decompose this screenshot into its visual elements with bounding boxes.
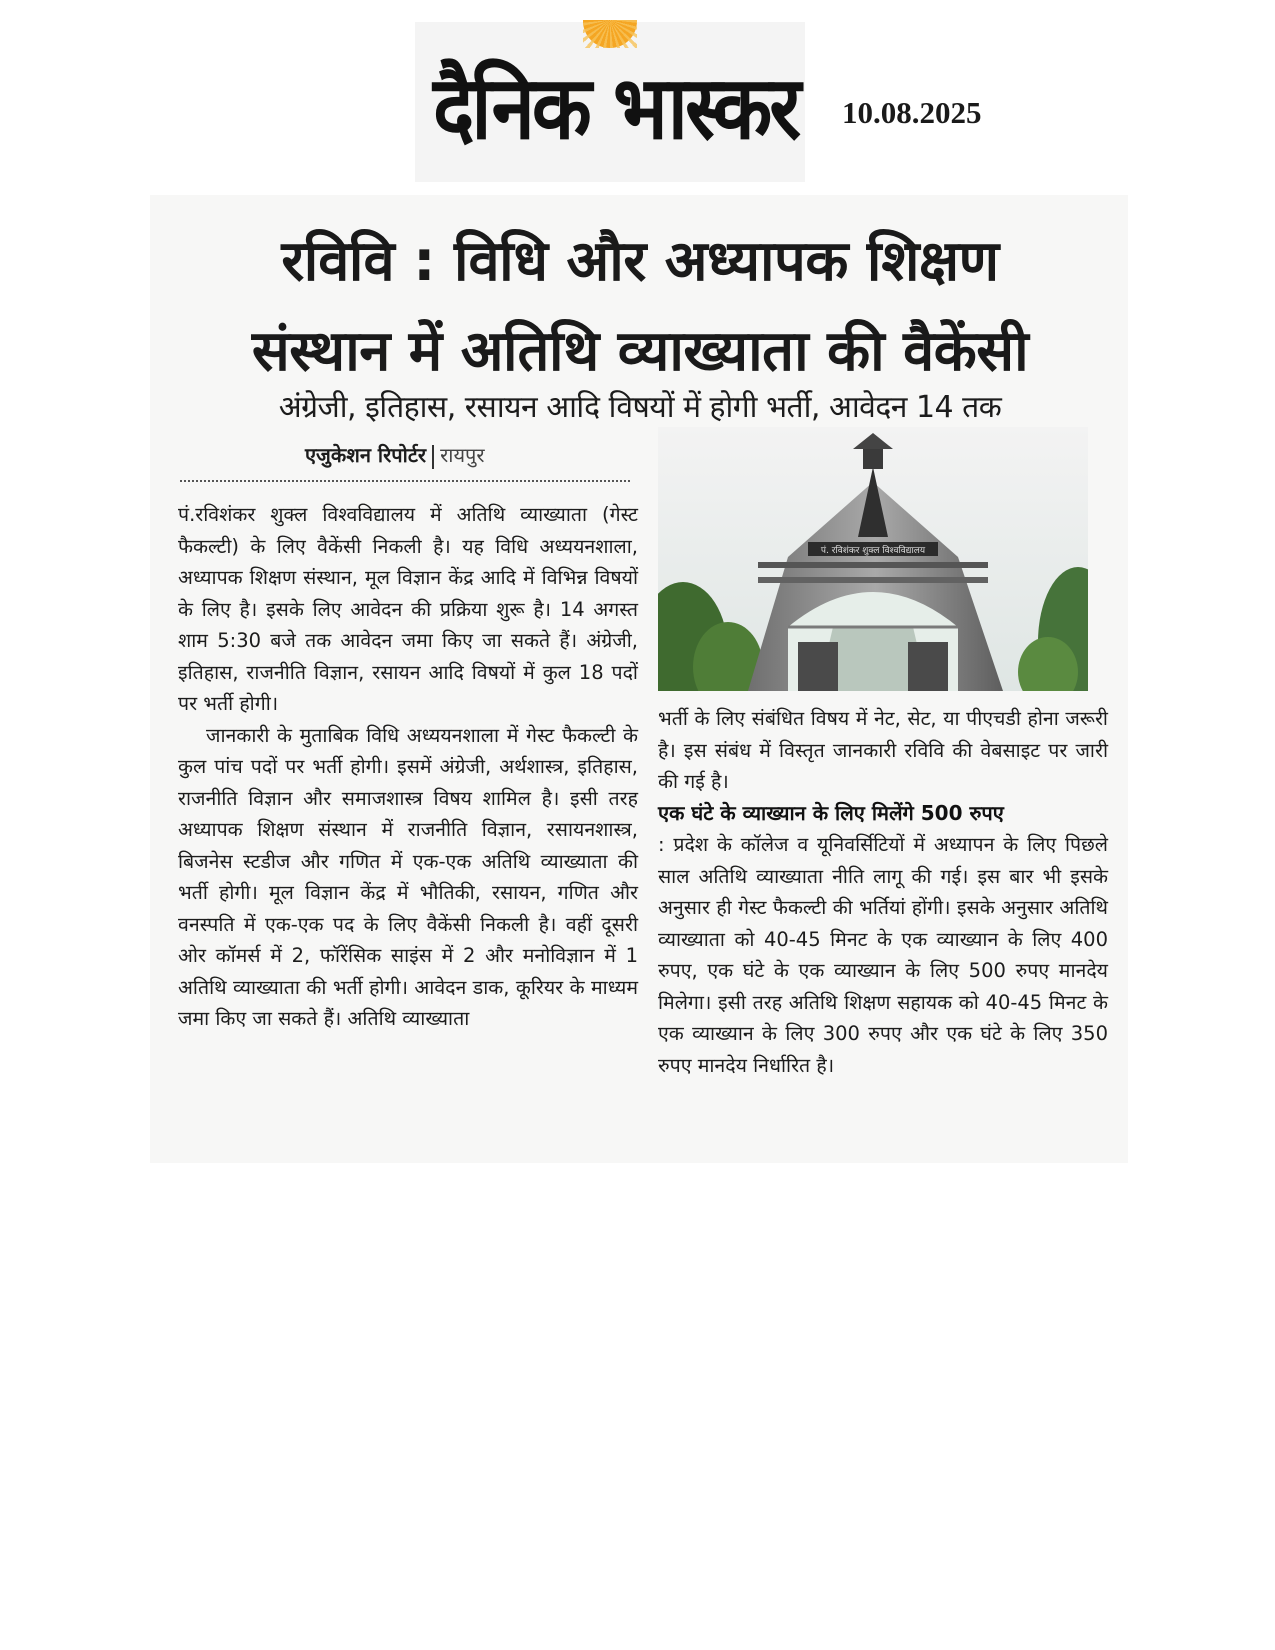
article-column-left (178, 499, 638, 1035)
byline-author: एजुकेशन रिपोर्टर (305, 443, 427, 467)
subheadline: अंग्रेजी, इतिहास, रसायन आदि विषयों में होगी भर्ती, आवेदन 14 तक (278, 390, 1002, 425)
paragraph-3: भर्ती के लिए संबंधित विषय में नेट, सेट, या पीएचडी होना जरूरी है। इस संबंध में विस्तृत जानकारी रविवि की वेबसाइट पर जारी की गई है। (658, 707, 1108, 793)
byline-divider (432, 445, 434, 469)
article-column-right (658, 703, 1108, 1081)
paragraph-2: जानकारी के मुताबिक विधि अध्ययनशाला में गेस्ट फैकल्टी के कुल पांच पदों पर भर्ती होगी। इसमें अंग्रेजी, अर्थशास्त्र, इतिहास, राजनीति विज्ञान और समाजशास्त्र विषय शामिल है। इसी तरह अध्यापक शिक्षण संस्थान में राजनीति विज्ञान, रसायनशास्त्र, बिजनेस स्टडीज और गणित में एक-एक अतिथि व्याख्याता की भर्ती होगी। मूल विज्ञान केंद्र में भौतिकी, रसायन, गणित और वनस्पति में एक-एक पद के लिए वैकेंसी निकली है। वहीं दूसरी ओर कॉमर्स में 2, फॉरेंसिक साइंस में 2 और मनोविज्ञान में 1 अतिथि व्याख्याता की भर्ती होगी। आवेदन डाक, कूरियर के माध्यम जमा किए जा सकते हैं। अतिथि व्याख्याता (178, 723, 638, 1030)
news-clipping (150, 195, 1128, 1163)
paragraph-4: : प्रदेश के कॉलेज व यूनिवर्सिटियों में अध्यापन के लिए पिछले साल अतिथि व्याख्याता नीति लागू की गई। इस बार भी इसके अनुसार ही गेस्ट फैकल्टी की भर्तियां होंगी। इसके अनुसार अतिथि व्याख्याता को 40-45 मिनट के एक व्याख्यान के लिए 400 रुपए, एक घंटे के एक व्याख्यान के लिए 500 रुपए मानदेय मिलेगा। इसी तरह अतिथि शिक्षण सहायक को 40-45 मिनट के एक व्याख्यान के लिए 300 रुपए और एक घंटे के लिए 350 रुपए मानदेय निर्धारित है। (658, 833, 1108, 1077)
subheading: एक घंटे के व्याख्यान के लिए मिलेंगे 500 रुपए (658, 800, 1004, 825)
paragraph-1: पं.रविशंकर शुक्ल विश्वविद्यालय में अतिथि व्याख्याता (गेस्ट फैकल्टी) के लिए वैकेंसी निकली है। यह विधि अध्ययनशाला, अध्यापक शिक्षण संस्थान, मूल विज्ञान केंद्र आदि में विभिन्न विषयों के लिए है। इसके लिए आवेदन की प्रक्रिया शुरू है। 14 अगस्त शाम 5:30 बजे तक आवेदन जमा किए जा सकते हैं। अंग्रेजी, इतिहास, राजनीति विज्ञान, रसायन आदि विषयों में कुल 18 पदों पर भर्ती होगी। (178, 503, 638, 715)
sun-logo-icon (583, 20, 637, 48)
byline-place: रायपुर (440, 443, 485, 467)
byline (305, 441, 485, 469)
headline-line-1: रविवि : विधि और अध्यापक शिक्षण (281, 229, 999, 294)
gate-sign-text: पं. रविशंकर शुक्ल विश्वविद्यालय (820, 546, 926, 556)
dotted-divider (180, 480, 630, 482)
newspaper-logo: दैनिक भास्कर (433, 58, 799, 160)
masthead (415, 22, 805, 182)
publication-date: 10.08.2025 (842, 95, 982, 130)
headline-line-2: संस्थान में अतिथि व्याख्याता की वैकेंसी (251, 319, 1029, 384)
university-gate-photo (658, 427, 1088, 691)
headline (180, 217, 1100, 397)
